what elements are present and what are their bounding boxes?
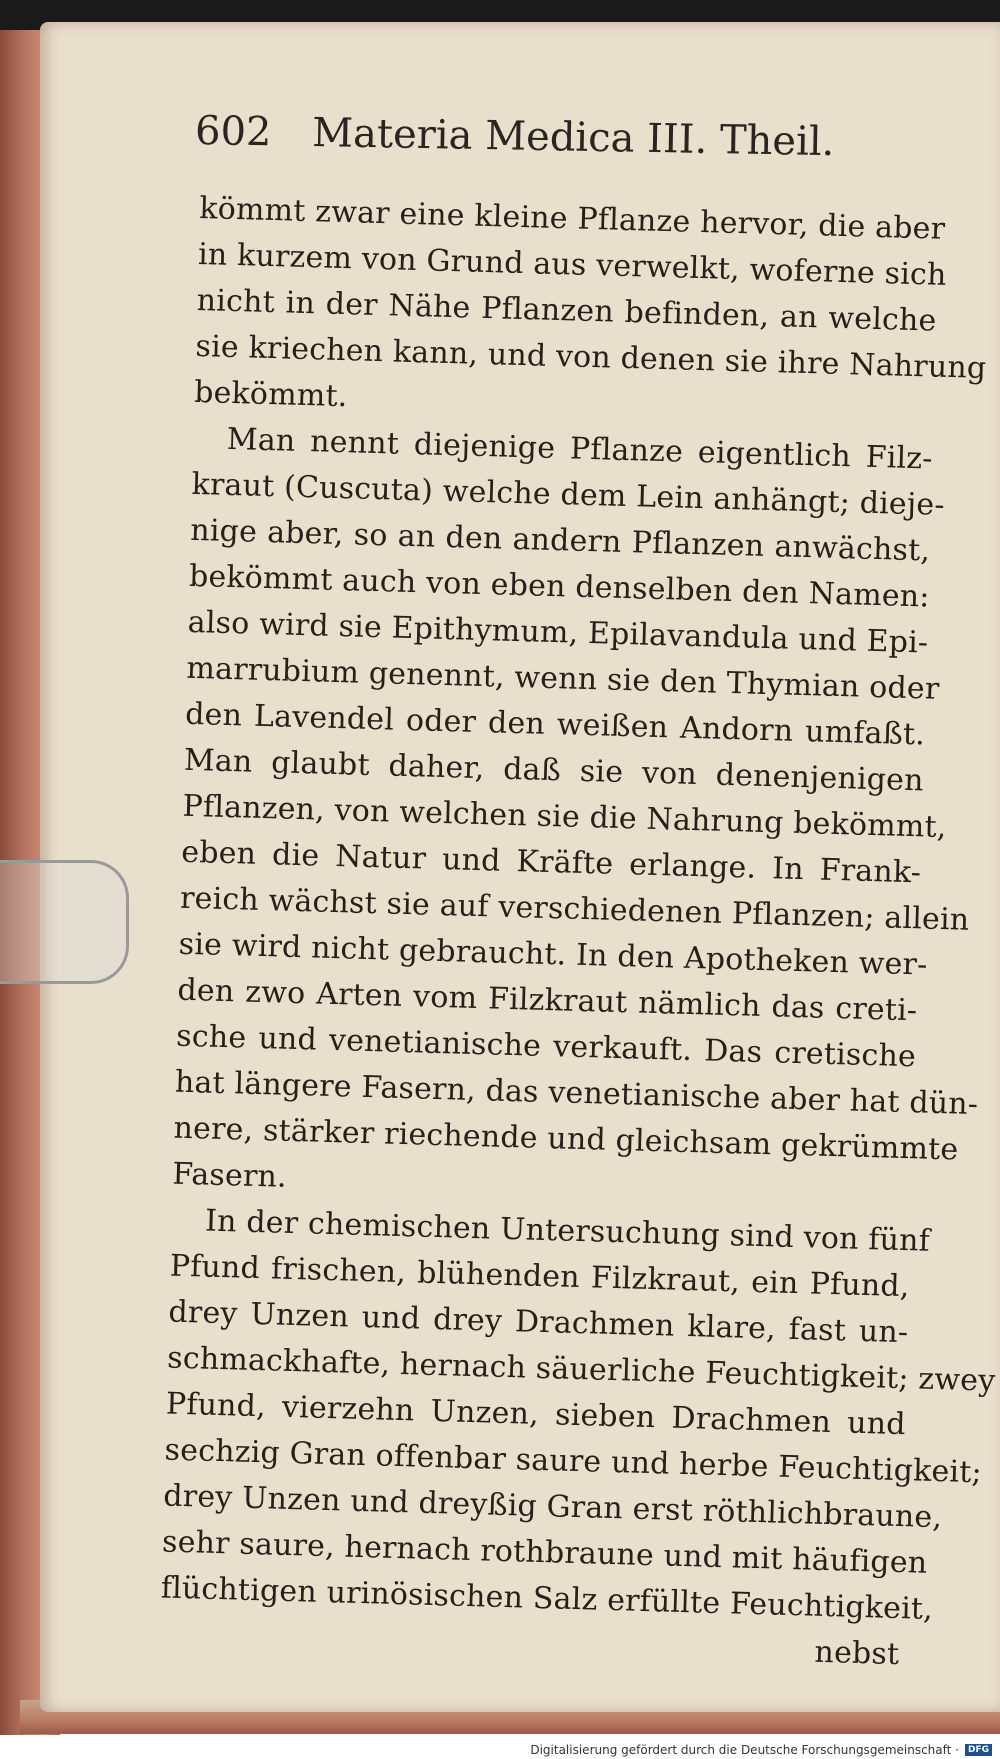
text-line: reich wächst sie auf verschiedenen Pflanzen; allein bbox=[179, 880, 970, 938]
text-line: Man nennt diejenige Pflanze eigentlich Filz- bbox=[226, 421, 934, 477]
page-clip bbox=[0, 860, 129, 984]
dfg-logo: DFG bbox=[965, 1744, 992, 1756]
text-line: nige aber, so an den andern Pflanzen anwächst, bbox=[189, 512, 931, 569]
text-line: bekömmt. bbox=[193, 374, 348, 415]
text-line: Man glaubt daher, daß sie von denenjenigen bbox=[183, 742, 925, 799]
text-line: flüchtigen urinösischen Salz erfüllte Feuchtigkeit, bbox=[160, 1570, 934, 1628]
text-line: sie wird nicht gebraucht. In den Apotheken wer- bbox=[178, 926, 928, 983]
body-text bbox=[159, 186, 996, 1678]
catchword: nebst bbox=[814, 1634, 900, 1673]
text-line: kraut (Cuscuta) welche dem Lein anhängt; dieje- bbox=[191, 466, 946, 523]
text-line: eben die Natur und Kräfte erlange. In Frank- bbox=[180, 834, 922, 891]
text-line: den Lavendel oder den weißen Andorn umfaßt. bbox=[184, 696, 926, 753]
text-line: drey Unzen und drey Drachmen klare, fast un- bbox=[168, 1294, 909, 1351]
text-line: den zwo Arten vom Filzkraut nämlich das creti- bbox=[177, 972, 918, 1029]
digitization-credit bbox=[530, 1740, 992, 1759]
running-title: Materia Medica III. Theil. bbox=[311, 110, 835, 166]
text-line: schmackhafte, hernach säuerliche Feuchtigkeit; zwey bbox=[166, 1340, 996, 1399]
credit-text: Digitalisierung gefördert durch die Deutsche Forschungsgemeinschaft · bbox=[530, 1742, 959, 1757]
text-line: sechzig Gran offenbar saure und herbe Feuchtigkeit; bbox=[164, 1432, 983, 1491]
text-line: sehr saure, hernach rothbraune und mit häufigen bbox=[161, 1524, 928, 1581]
text-line: Pfund, vierzehn Unzen, sieben Drachmen und bbox=[165, 1386, 907, 1443]
text-line: also wird sie Epithymum, Epilavandula und Epi- bbox=[187, 604, 929, 661]
text-line: nicht in der Nähe Pflanzen befinden, an welche bbox=[196, 282, 938, 339]
text-line: sie kriechen kann, und von denen sie ihre Nahrung bbox=[195, 328, 987, 387]
text-line: bekömmt auch von eben denselben den Namen: bbox=[188, 558, 931, 615]
text-line: Pflanzen, von welchen sie die Nahrung bekömmt, bbox=[182, 788, 947, 846]
text-line: sche und venetianische verkauft. Das cretische bbox=[175, 1018, 917, 1075]
running-header bbox=[194, 108, 875, 180]
page-number: 602 bbox=[194, 108, 272, 156]
text-line: kömmt zwar eine kleine Pflanze hervor, die aber bbox=[198, 190, 946, 247]
text-line: In der chemischen Untersuchung sind von fünf bbox=[204, 1203, 931, 1259]
text-line: drey Unzen und dreyßig Gran erst röthlichbraune, bbox=[162, 1478, 943, 1536]
text-line: Fasern. bbox=[171, 1156, 288, 1195]
text-line: hat längere Fasern, das venetianische aber hat dün- bbox=[174, 1064, 979, 1123]
text-line: in kurzem von Grund aus verwelkt, woferne sich bbox=[197, 236, 948, 293]
text-line: Pfund frischen, blühenden Filzkraut, ein Pfund, bbox=[169, 1248, 911, 1305]
text-line: marrubium genennt, wenn sie den Thymian oder bbox=[186, 650, 940, 707]
text-line: nere, stärker riechende und gleichsam gekrümmte bbox=[173, 1110, 959, 1168]
